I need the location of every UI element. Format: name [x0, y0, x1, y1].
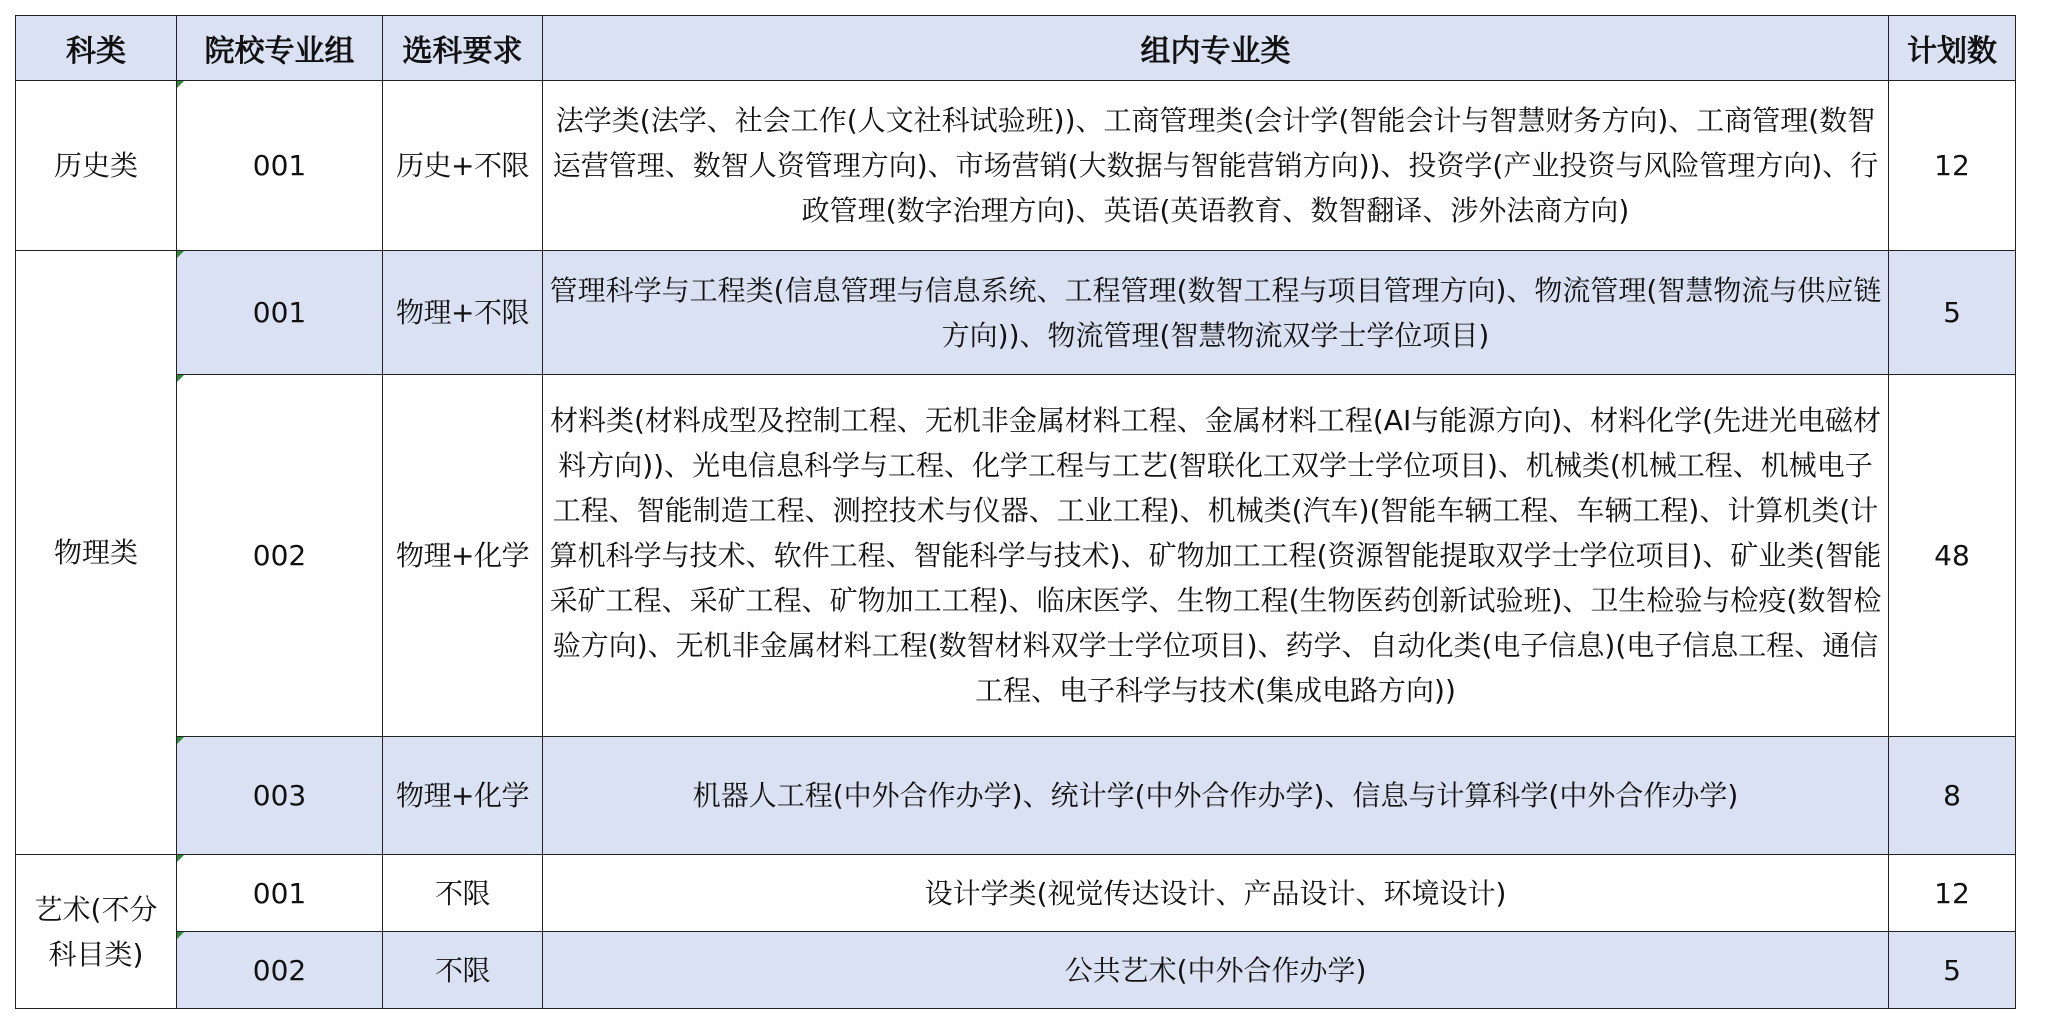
majors-cell: 材料类(材料成型及控制工程、无机非金属材料工程、金属材料工程(AI与能源方向)、材料化学(先进光电磁材料方向))、光电信息科学与工程、化学工程与工艺(智联化工双学士学位项目)、机械类(机械工程、机械电子工程、智能制造工程、测控技术与仪器、工业工程)、机械类(汽车)(智能车辆工程、车辆工程)、计算机类(计算机科学与技术、软件工程、智能科学与技术)、矿物加工工程(资源智能提取双学士学位项目)、矿业类(智能采矿工程、采矿工程、矿物加工工程)、临床医学、生物工程(生物医药创新试验班)、卫生检验与检疫(数智检验方向)、无机非金属材料工程(数智材料双学士学位项目)、药学、自动化类(电子信息)(电子信息工程、通信工程、电子科学与技术(集成电路方向)) [543, 375, 1889, 737]
table-row [16, 737, 2016, 855]
header-row [16, 16, 2016, 81]
plan-cell: 48 [1889, 375, 2016, 737]
group-cell [177, 81, 383, 251]
requirement-cell: 物理+不限 [383, 251, 543, 375]
requirement-cell: 物理+化学 [383, 375, 543, 737]
majors-cell: 法学类(法学、社会工作(人文社科试验班))、工商管理类(会计学(智能会计与智慧财务方向)、工商管理(数智运营管理、数智人资管理方向)、市场营销(大数据与智能营销方向))、投资学(产业投资与风险管理方向)、行政管理(数字治理方向)、英语(英语教育、数智翻译、涉外法商方向) [543, 81, 1889, 251]
group-code: 002 [252, 953, 307, 987]
table-row [16, 375, 2016, 737]
header-category: 科类 [16, 16, 177, 81]
group-code: 001 [252, 296, 307, 329]
table-row [16, 81, 2016, 251]
plan-cell: 12 [1889, 81, 2016, 251]
comment-marker-icon [177, 251, 184, 258]
majors-cell: 公共艺术(中外合作办学) [543, 932, 1889, 1009]
category-cell-art: 艺术(不分科目类) [16, 855, 177, 1009]
group-cell [177, 251, 383, 375]
header-majors: 组内专业类 [543, 16, 1889, 81]
comment-marker-icon [177, 375, 184, 382]
group-cell [177, 737, 383, 855]
group-code: 003 [252, 779, 307, 812]
requirement-cell: 不限 [383, 932, 543, 1009]
group-cell [177, 855, 383, 932]
comment-marker-icon [177, 81, 184, 88]
group-code: 001 [252, 149, 307, 182]
table-row [16, 251, 2016, 375]
admission-plan-table [15, 15, 2016, 1009]
plan-cell: 12 [1889, 855, 2016, 932]
category-cell-physics: 物理类 [16, 251, 177, 855]
group-code: 002 [252, 539, 307, 572]
majors-cell: 机器人工程(中外合作办学)、统计学(中外合作办学)、信息与计算科学(中外合作办学) [543, 737, 1889, 855]
requirement-cell: 物理+化学 [383, 737, 543, 855]
plan-cell: 5 [1889, 251, 2016, 375]
requirement-cell: 不限 [383, 855, 543, 932]
majors-cell: 管理科学与工程类(信息管理与信息系统、工程管理(数智工程与项目管理方向)、物流管理(智慧物流与供应链方向))、物流管理(智慧物流双学士学位项目) [543, 251, 1889, 375]
group-cell [177, 375, 383, 737]
comment-marker-icon [177, 932, 184, 939]
header-requirement: 选科要求 [383, 16, 543, 81]
group-code: 001 [252, 876, 307, 910]
header-group: 院校专业组 [177, 16, 383, 81]
group-cell [177, 932, 383, 1009]
table-row [16, 932, 2016, 1009]
majors-cell: 设计学类(视觉传达设计、产品设计、环境设计) [543, 855, 1889, 932]
requirement-cell: 历史+不限 [383, 81, 543, 251]
header-plan: 计划数 [1889, 16, 2016, 81]
table-row [16, 855, 2016, 932]
plan-cell: 8 [1889, 737, 2016, 855]
plan-cell: 5 [1889, 932, 2016, 1009]
comment-marker-icon [177, 737, 184, 744]
category-cell-history: 历史类 [16, 81, 177, 251]
comment-marker-icon [177, 855, 184, 862]
